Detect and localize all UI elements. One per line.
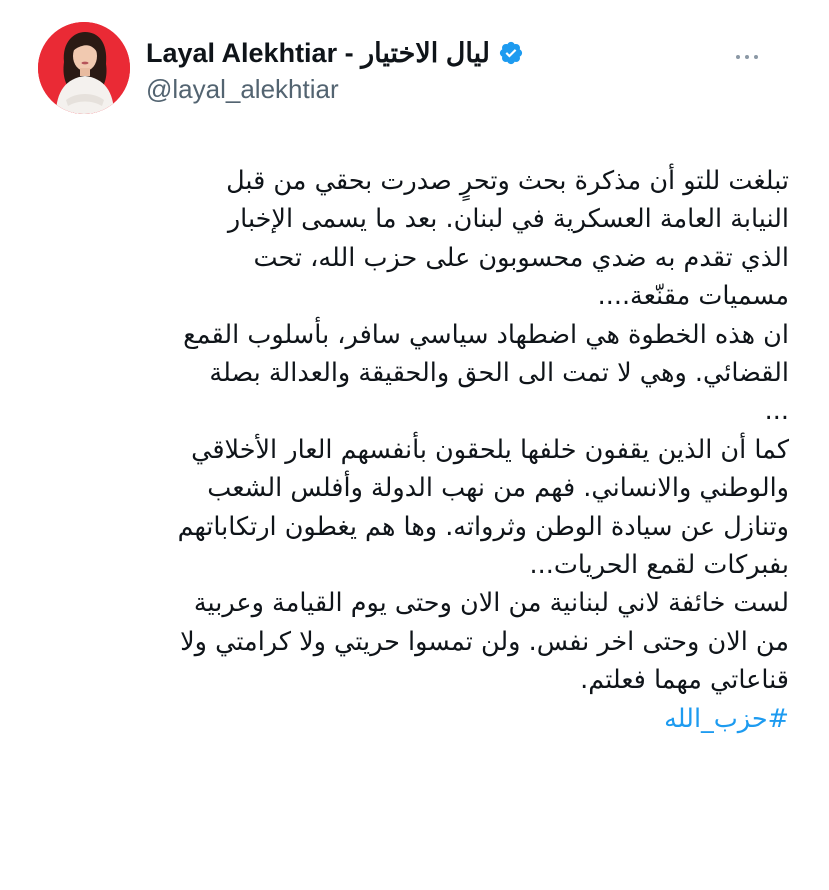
more-options-button[interactable]	[725, 40, 769, 74]
author-handle[interactable]: @layal_alekhtiar	[146, 74, 339, 104]
tweet-line: ...	[764, 396, 789, 427]
more-horizontal-icon	[745, 55, 749, 59]
avatar[interactable]	[38, 22, 130, 114]
tweet-line: النيابة العامة العسكرية في لبنان. بعد ما يسمى الإخبار	[227, 204, 789, 235]
tweet-line: كما أن الذين يقفون خلفها يلحقون بأنفسهم العار الأخلاقي	[191, 434, 789, 465]
tweet-line: مسميات مقنّعة....	[597, 281, 789, 312]
more-horizontal-icon	[736, 55, 740, 59]
tweet-line: القضائي. وهي لا تمت الى الحق والحقيقة والعدالة بصلة	[209, 358, 789, 389]
more-horizontal-icon	[754, 55, 758, 59]
tweet-line: الذي تقدم به ضدي محسوبون على حزب الله، تحت	[253, 242, 789, 273]
tweet-line: تبلغت للتو أن مذكرة بحث وتحرٍ صدرت بحقي من قبل	[226, 166, 789, 196]
tweet-text	[40, 162, 789, 738]
tweet-line: لست خائفة لاني لبنانية من الان وحتى يوم القيامة وعربية	[193, 588, 789, 619]
tweet-line: من الان وحتى اخر نفس. ولن تمسوا حريتي ولا كرامتي ولا	[180, 626, 789, 657]
tweet-line: قناعاتي مهما فعلتم.	[580, 665, 789, 696]
display-name[interactable]: Layal Alekhtiar - ليال الاختيار	[146, 37, 490, 68]
tweet-line: ان هذه الخطوة هي اضطهاد سياسي سافر، بأسلوب القمع	[183, 319, 789, 350]
hashtag-link[interactable]: #حزب_الله	[664, 703, 789, 734]
tweet-line: وتنازل عن سيادة الوطن وثرواته. وها هم يغطون ارتكاباتهم	[177, 511, 789, 542]
display-name-row	[146, 36, 719, 70]
avatar-image	[38, 22, 130, 114]
tweet-line: والوطني والانساني. فهم من نهب الدولة وأفلس الشعب	[207, 473, 789, 504]
tweet-header	[38, 22, 799, 118]
verified-badge-icon	[498, 40, 524, 66]
tweet-line: بفبركات لقمع الحريات...	[529, 550, 789, 581]
author-names	[146, 36, 719, 105]
